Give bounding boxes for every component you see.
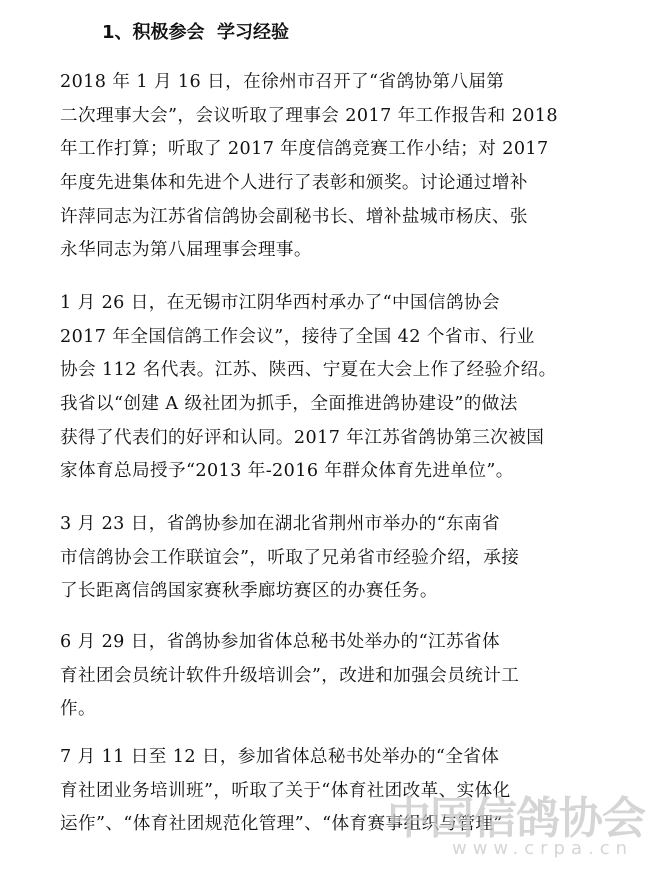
text-line: 年度先进集体和先进个人进行了表彰和颁奖。讨论通过增补 xyxy=(60,173,528,194)
text-line: 二次理事大会”，会议听取了理事会 2017 年工作报告和 2018 xyxy=(60,105,558,126)
text-line: 运作”、“体育社团规范化管理”、“体育赛事组织与管理” xyxy=(60,814,503,835)
text-line: 作。 xyxy=(60,699,96,720)
paragraph-national-conference xyxy=(60,287,605,489)
paragraph-business-training xyxy=(60,741,605,842)
text-line: 育社团会员统计软件升级培训会”，改进和加强会员统计工 xyxy=(60,665,520,686)
text-line: 永华同志为第八届理事会理事。 xyxy=(60,240,312,261)
text-line: 年工作打算；听取了 2017 年度信鸽竞赛工作小结；对 2017 xyxy=(60,139,549,160)
text-line: 许萍同志为江苏省信鸽协会副秘书长、增补盐城市杨庆、张 xyxy=(60,206,528,227)
text-line: 1 月 26 日，在无锡市江阴华西村承办了“中国信鸽协会 xyxy=(60,293,501,313)
text-line: 协会 112 名代表。江苏、陕西、宁夏在大会上作了经验介绍。 xyxy=(60,360,557,381)
section-heading: 1、积极参会 学习经验 xyxy=(102,22,290,43)
text-line: 3 月 23 日，省鸽协参加在湖北省荆州市举办的“东南省 xyxy=(60,514,501,534)
watermark-url: www.crpa.cn xyxy=(451,838,633,859)
text-line: 家体育总局授予“2013 年-2016 年群众体育先进单位”。 xyxy=(60,461,514,482)
text-line: 7 月 11 日至 12 日，参加省体总秘书处举办的“全省体 xyxy=(60,747,500,767)
paragraph-software-training xyxy=(60,626,605,727)
text-line: 我省以“创建 A 级社团为抓手，全面推进鸽协建设”的做法 xyxy=(60,394,518,415)
text-line: 获得了代表们的好评和认同。2017 年江苏省鸽协第三次被国 xyxy=(60,427,545,448)
text-line: 6 月 29 日，省鸽协参加省体总秘书处举办的“江苏省体 xyxy=(60,632,501,652)
text-line: 2017 年全国信鸽工作会议”，接待了全国 42 个省市、行业 xyxy=(60,326,535,347)
text-line: 2018 年 1 月 16 日，在徐州市召开了“省鸽协第八届第 xyxy=(60,72,505,92)
paragraph-council-meeting xyxy=(60,66,605,268)
watermark-text: 中国信鸽协会 xyxy=(387,793,645,844)
text-line: 了长距离信鸽国家赛秋季廊坊赛区的办赛任务。 xyxy=(60,581,438,602)
text-line: 市信鸽协会工作联谊会”，听取了兄弟省市经验介绍，承接 xyxy=(60,547,520,568)
text-line: 育社团业务培训班”，听取了关于“体育社团改革、实体化 xyxy=(60,780,511,801)
paragraph-southeast-meeting xyxy=(60,508,605,609)
